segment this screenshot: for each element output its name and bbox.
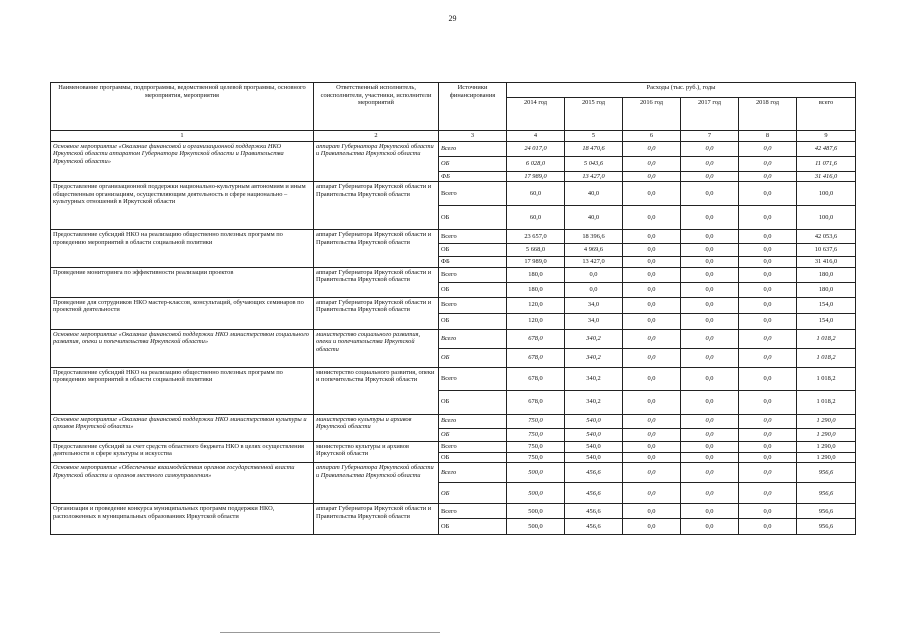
index-cell: 7: [681, 131, 739, 142]
value-year: 0,0: [739, 348, 797, 367]
responsible-executor: аппарат Губернатора Иркутской области и Правительства Иркутской области: [314, 463, 439, 504]
funding-source: Всего: [439, 141, 507, 156]
value-year: 0,0: [681, 390, 739, 414]
value-year: 750,0: [507, 414, 565, 428]
responsible-executor: аппарат Губернатора Иркутской области и Правительства Иркутской области: [314, 141, 439, 182]
value-year: 0,0: [681, 313, 739, 329]
funding-source: Всего: [439, 414, 507, 428]
value-year: 0,0: [681, 171, 739, 182]
table-row: [51, 504, 856, 519]
value-year: 340,2: [565, 367, 623, 390]
value-year: 0,0: [739, 441, 797, 452]
funding-source: ОБ: [439, 428, 507, 441]
value-year: 23 657,0: [507, 230, 565, 244]
value-year: 0,0: [681, 348, 739, 367]
value-year: 0,0: [739, 156, 797, 171]
value-year: 34,0: [565, 297, 623, 313]
value-year: 0,0: [623, 519, 681, 535]
value-year: 500,0: [507, 504, 565, 519]
index-cell: 3: [439, 131, 507, 142]
value-year: 750,0: [507, 428, 565, 441]
value-year: 540,0: [565, 414, 623, 428]
value-year: 34,0: [565, 313, 623, 329]
value-total: 1 290,0: [797, 428, 856, 441]
value-year: 0,0: [681, 483, 739, 504]
value-year: 540,0: [565, 441, 623, 452]
index-cell: 8: [739, 131, 797, 142]
value-year: 0,0: [623, 329, 681, 348]
value-year: 17 989,0: [507, 171, 565, 182]
value-year: 0,0: [623, 182, 681, 206]
table-row: [51, 182, 856, 206]
value-year: 540,0: [565, 428, 623, 441]
value-year: 0,0: [681, 141, 739, 156]
value-year: 0,0: [739, 206, 797, 230]
value-year: 0,0: [623, 171, 681, 182]
value-total: 11 071,6: [797, 156, 856, 171]
table-row: [51, 141, 856, 156]
value-year: 0,0: [739, 282, 797, 297]
activity-name: Основное мероприятие «Оказание финансовой и организационной поддержки НКО Иркутской области аппаратом Губернатора Иркутской области и Правительства Иркутской области»: [51, 141, 314, 182]
value-year: 456,6: [565, 504, 623, 519]
value-year: 0,0: [623, 441, 681, 452]
value-year: 0,0: [623, 297, 681, 313]
header-year: 2017 год: [681, 98, 739, 131]
value-year: 0,0: [739, 182, 797, 206]
responsible-executor: министерство социального развития, опеки и попечительства Иркутской области: [314, 367, 439, 414]
activity-name: Предоставление субсидий НКО на реализацию общественно полезных программ по проведению мероприятий в области социальной политики: [51, 230, 314, 268]
index-cell: 4: [507, 131, 565, 142]
value-year: 0,0: [565, 282, 623, 297]
value-total: 31 416,0: [797, 171, 856, 182]
value-year: 0,0: [623, 463, 681, 483]
value-year: 120,0: [507, 297, 565, 313]
header-expenses: Расходы (тыс. руб.), годы: [507, 83, 856, 98]
header-year: всего: [797, 98, 856, 131]
value-year: 0,0: [681, 519, 739, 535]
value-total: 1 290,0: [797, 452, 856, 463]
value-year: 0,0: [623, 414, 681, 428]
funding-source: ОБ: [439, 452, 507, 463]
value-year: 0,0: [739, 313, 797, 329]
value-year: 500,0: [507, 463, 565, 483]
funding-source: Всего: [439, 441, 507, 452]
value-year: 18 396,6: [565, 230, 623, 244]
value-year: 13 427,0: [565, 257, 623, 268]
value-year: 0,0: [739, 367, 797, 390]
value-year: 0,0: [739, 257, 797, 268]
value-year: 0,0: [681, 428, 739, 441]
value-year: 0,0: [739, 452, 797, 463]
value-total: 1 290,0: [797, 441, 856, 452]
funding-source: Всего: [439, 297, 507, 313]
value-year: 0,0: [623, 428, 681, 441]
value-year: 0,0: [681, 329, 739, 348]
value-year: 456,6: [565, 463, 623, 483]
funding-source: ОБ: [439, 348, 507, 367]
funding-source: Всего: [439, 463, 507, 483]
value-total: 154,0: [797, 297, 856, 313]
value-year: 18 470,6: [565, 141, 623, 156]
funding-source: Всего: [439, 329, 507, 348]
table-row: [51, 297, 856, 313]
value-year: 0,0: [739, 463, 797, 483]
activity-name: Проведение мониторинга по эффективности реализации проектов: [51, 267, 314, 297]
value-total: 1 018,2: [797, 390, 856, 414]
value-total: 180,0: [797, 267, 856, 282]
value-year: 0,0: [681, 156, 739, 171]
value-year: 0,0: [739, 414, 797, 428]
value-year: 0,0: [681, 257, 739, 268]
responsible-executor: аппарат Губернатора Иркутской области и Правительства Иркутской области: [314, 267, 439, 297]
table-row: [51, 414, 856, 428]
value-year: 750,0: [507, 441, 565, 452]
value-year: 0,0: [739, 267, 797, 282]
value-year: 0,0: [623, 230, 681, 244]
funding-source: ОБ: [439, 390, 507, 414]
funding-source: Всего: [439, 182, 507, 206]
responsible-executor: министерство культуры и архивов Иркутской области: [314, 414, 439, 441]
activity-name: Основное мероприятие «Обеспечение взаимодействия органов государственной власти Иркутской области и органов местного самоуправления»: [51, 463, 314, 504]
table-row: [51, 267, 856, 282]
value-year: 0,0: [623, 367, 681, 390]
funding-source: Всего: [439, 230, 507, 244]
funding-source: Всего: [439, 267, 507, 282]
value-year: 5 043,6: [565, 156, 623, 171]
funding-source: ОБ: [439, 519, 507, 535]
value-year: 456,6: [565, 519, 623, 535]
header-year: 2018 год: [739, 98, 797, 131]
responsible-executor: аппарат Губернатора Иркутской области и Правительства Иркутской области: [314, 504, 439, 535]
value-year: 340,2: [565, 390, 623, 414]
value-year: 678,0: [507, 390, 565, 414]
activity-name: Проведение для сотрудников НКО мастер-классов, консультаций, обучающих семинаров по проектной деятельности: [51, 297, 314, 329]
value-year: 0,0: [623, 156, 681, 171]
value-year: 0,0: [739, 329, 797, 348]
value-year: 678,0: [507, 329, 565, 348]
value-year: 0,0: [681, 504, 739, 519]
value-total: 42 053,6: [797, 230, 856, 244]
activity-name: Предоставление субсидий за счет средств областного бюджета НКО в целях осуществления деятельности в сфере культуры и искусства: [51, 441, 314, 463]
value-year: 0,0: [681, 244, 739, 257]
value-year: 500,0: [507, 519, 565, 535]
value-year: 40,0: [565, 206, 623, 230]
responsible-executor: министерство социального развития, опеки и попечительства Иркутской области: [314, 329, 439, 367]
value-year: 0,0: [565, 267, 623, 282]
value-year: 0,0: [623, 390, 681, 414]
value-year: 0,0: [681, 267, 739, 282]
page-number: 29: [448, 14, 457, 23]
table-row: [51, 441, 856, 452]
value-year: 5 668,0: [507, 244, 565, 257]
value-year: 0,0: [681, 206, 739, 230]
value-year: 0,0: [739, 297, 797, 313]
value-year: 540,0: [565, 452, 623, 463]
funding-source: ФБ: [439, 257, 507, 268]
funding-source: ОБ: [439, 156, 507, 171]
value-year: 0,0: [623, 267, 681, 282]
value-year: 678,0: [507, 367, 565, 390]
value-total: 100,0: [797, 182, 856, 206]
index-cell: 5: [565, 131, 623, 142]
value-year: 0,0: [739, 519, 797, 535]
value-year: 340,2: [565, 329, 623, 348]
value-total: 154,0: [797, 313, 856, 329]
value-year: 120,0: [507, 313, 565, 329]
activity-name: Предоставление организационной поддержки национально-культурным автономиям и иным общественным организациям, осуществляющим деятельность в сфере национально – культурных отношений в Иркутской области: [51, 182, 314, 230]
table-row: [51, 329, 856, 348]
value-year: 13 427,0: [565, 171, 623, 182]
value-year: 0,0: [681, 230, 739, 244]
funding-source: ОБ: [439, 244, 507, 257]
value-total: 1 018,2: [797, 367, 856, 390]
value-year: 0,0: [623, 244, 681, 257]
header-year: 2015 год: [565, 98, 623, 131]
value-total: 42 487,6: [797, 141, 856, 156]
value-year: 0,0: [739, 230, 797, 244]
value-total: 956,6: [797, 483, 856, 504]
value-year: 0,0: [623, 313, 681, 329]
value-total: 180,0: [797, 282, 856, 297]
responsible-executor: аппарат Губернатора Иркутской области и Правительства Иркутской области: [314, 230, 439, 268]
value-year: 678,0: [507, 348, 565, 367]
value-year: 0,0: [623, 282, 681, 297]
funding-source: ФБ: [439, 171, 507, 182]
funding-source: Всего: [439, 504, 507, 519]
header-responsible: Ответственный исполнитель, соисполнители, участники, исполнители мероприятий: [314, 83, 439, 131]
value-total: 956,6: [797, 463, 856, 483]
funding-source: ОБ: [439, 282, 507, 297]
value-year: 180,0: [507, 282, 565, 297]
activity-name: Организация и проведение конкурса муниципальных программ поддержки НКО, расположенных в муниципальных образованиях Иркутской области: [51, 504, 314, 535]
value-total: 1 018,2: [797, 348, 856, 367]
value-year: 0,0: [681, 414, 739, 428]
responsible-executor: аппарат Губернатора Иркутской области и Правительства Иркутской области: [314, 182, 439, 230]
value-year: 40,0: [565, 182, 623, 206]
value-year: 0,0: [739, 244, 797, 257]
value-year: 0,0: [623, 504, 681, 519]
value-year: 0,0: [681, 282, 739, 297]
value-year: 60,0: [507, 206, 565, 230]
value-year: 0,0: [681, 441, 739, 452]
value-year: 0,0: [739, 390, 797, 414]
value-year: 0,0: [623, 452, 681, 463]
activity-name: Основное мероприятие «Оказание финансовой поддержки НКО министерством культуры и архивов Иркутской области»: [51, 414, 314, 441]
value-year: 6 028,0: [507, 156, 565, 171]
value-year: 0,0: [623, 141, 681, 156]
index-cell: 9: [797, 131, 856, 142]
header-year: 2014 год: [507, 98, 565, 131]
index-cell: 1: [51, 131, 314, 142]
value-year: 0,0: [739, 141, 797, 156]
value-total: 956,6: [797, 504, 856, 519]
value-year: 0,0: [681, 182, 739, 206]
value-year: 180,0: [507, 267, 565, 282]
value-total: 1 290,0: [797, 414, 856, 428]
funding-source: Всего: [439, 367, 507, 390]
table-row: [51, 230, 856, 244]
responsible-executor: аппарат Губернатора Иркутской области и Правительства Иркутской области: [314, 297, 439, 329]
value-year: 0,0: [623, 483, 681, 504]
responsible-executor: министерство культуры и архивов Иркутской области: [314, 441, 439, 463]
value-year: 0,0: [623, 257, 681, 268]
activity-name: Основное мероприятие «Оказание финансовой поддержки НКО министерством социального развития, опеки и попечительства Иркутской области»: [51, 329, 314, 367]
index-cell: 2: [314, 131, 439, 142]
value-year: 0,0: [681, 452, 739, 463]
activity-name: Предоставление субсидий НКО на реализацию общественно полезных программ по проведению мероприятий в области социальной политики: [51, 367, 314, 414]
value-year: 24 017,0: [507, 141, 565, 156]
scan-artifact-line: [220, 632, 440, 633]
value-year: 4 969,6: [565, 244, 623, 257]
value-total: 31 416,0: [797, 257, 856, 268]
funding-source: ОБ: [439, 313, 507, 329]
value-year: 456,6: [565, 483, 623, 504]
index-cell: 6: [623, 131, 681, 142]
table-row: [51, 367, 856, 390]
value-year: 0,0: [681, 463, 739, 483]
header-name: Наименование программы, подпрограммы, ведомственной целевой программы, основного мероприятия, мероприятия: [51, 83, 314, 131]
value-year: 60,0: [507, 182, 565, 206]
value-year: 750,0: [507, 452, 565, 463]
value-year: 0,0: [739, 483, 797, 504]
value-total: 100,0: [797, 206, 856, 230]
value-total: 956,6: [797, 519, 856, 535]
funding-source: ОБ: [439, 206, 507, 230]
value-year: 17 989,0: [507, 257, 565, 268]
header-sources: Источники финансирования: [439, 83, 507, 131]
budget-table: [50, 82, 856, 535]
value-year: 0,0: [623, 206, 681, 230]
value-year: 340,2: [565, 348, 623, 367]
value-total: 10 637,6: [797, 244, 856, 257]
value-year: 500,0: [507, 483, 565, 504]
table-body: [51, 141, 856, 535]
value-year: 0,0: [739, 428, 797, 441]
funding-source: ОБ: [439, 483, 507, 504]
value-year: 0,0: [739, 171, 797, 182]
value-year: 0,0: [739, 504, 797, 519]
value-total: 1 018,2: [797, 329, 856, 348]
value-year: 0,0: [623, 348, 681, 367]
value-year: 0,0: [681, 367, 739, 390]
header-year: 2016 год: [623, 98, 681, 131]
value-year: 0,0: [681, 297, 739, 313]
table-row: [51, 463, 856, 483]
